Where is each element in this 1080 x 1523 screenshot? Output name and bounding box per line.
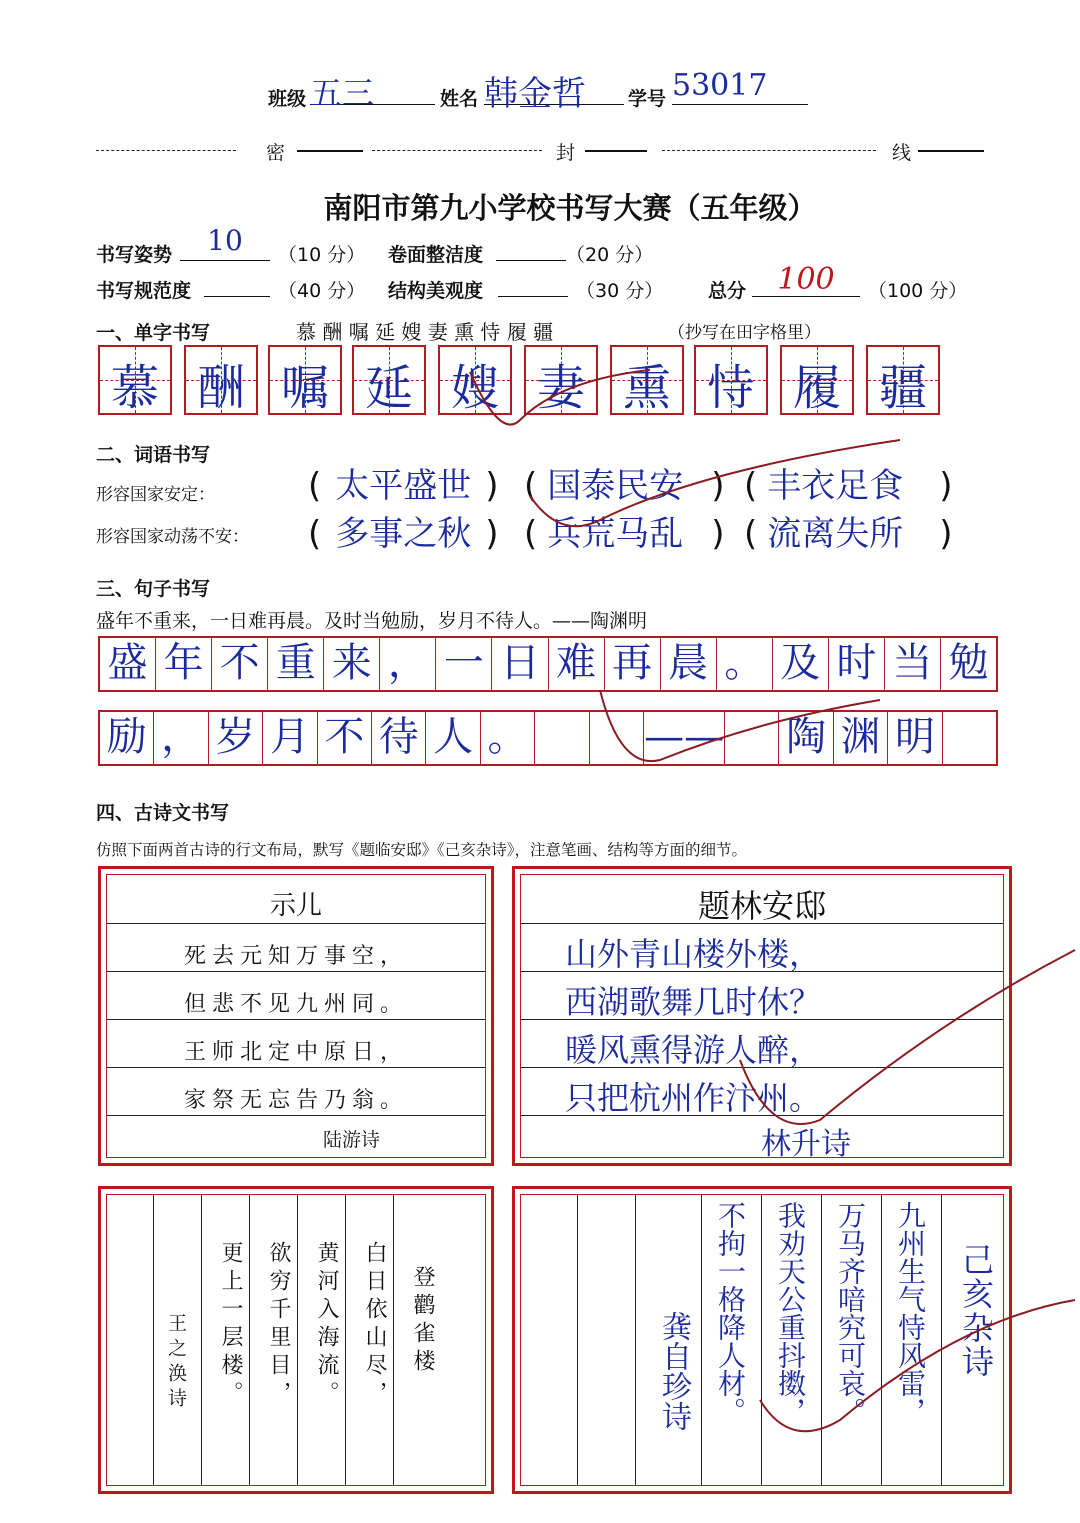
sentence-cell[interactable]: 。 <box>481 712 535 764</box>
char-answer[interactable]: 履 <box>792 360 841 416</box>
poem1-title: 示儿 <box>269 891 322 921</box>
word-answer[interactable]: 多事之秋 <box>335 514 472 554</box>
poem2-line[interactable]: 暖风熏得游人醉， <box>565 1031 822 1069</box>
sentence-cell[interactable]: 再 <box>605 638 661 690</box>
sentence-cell[interactable]: 不 <box>212 638 268 690</box>
sentence-cell[interactable]: 晨 <box>661 638 717 690</box>
norm-max: （40 分） <box>278 280 366 302</box>
sentence-cell[interactable]: 。 <box>717 638 773 690</box>
word-paren-4: ( 多事之秋 ) <box>308 514 499 554</box>
seal-xian: 线 <box>892 142 912 164</box>
word-answer[interactable]: 丰衣足食 <box>767 466 904 506</box>
sentence-cell[interactable]: 来 <box>324 638 380 690</box>
section1-prompt: 慕 酬 嘱 延 嫂 妻 熏 恃 履 疆 <box>296 320 554 344</box>
struct-max: （30 分） <box>576 280 664 302</box>
word-paren-1: ( 太平盛世 ) <box>308 466 499 506</box>
check-mark-icon <box>470 370 650 425</box>
total-max: （100 分） <box>868 280 968 302</box>
poem4-line[interactable]: 九州生气恃风雷， <box>894 1201 927 1425</box>
char-answer[interactable]: 延 <box>364 360 413 416</box>
sentence-cell[interactable]: 不 <box>318 712 372 764</box>
sentence-cell[interactable]: 当 <box>885 638 941 690</box>
sentence-cell[interactable]: 盛 <box>100 638 156 690</box>
sentence-cell[interactable]: 人 <box>426 712 480 764</box>
check-mark-icon <box>530 440 900 526</box>
class-label: 班级 <box>268 88 307 110</box>
check-mark-icon <box>740 950 1075 1124</box>
poem4-line[interactable]: 我劝天公重抖擞， <box>774 1201 807 1425</box>
total-label: 总分 <box>708 280 747 302</box>
char-answer[interactable]: 嫂 <box>450 360 499 416</box>
poem3-line: 白日依山尽， <box>362 1241 387 1409</box>
poem1-line: 但悲不见九州同。 <box>183 992 408 1017</box>
sentence-cell[interactable]: —— <box>644 712 725 764</box>
sentence-cell[interactable]: 渊 <box>834 712 888 764</box>
sentence-cell[interactable]: 勉 <box>948 640 989 686</box>
check-mark-icon <box>760 1300 1075 1431</box>
word-paren-5: ( 兵荒马乱 ) <box>524 514 725 554</box>
seal-feng: 封 <box>556 142 576 164</box>
poem2-line[interactable]: 山外青山楼外楼， <box>565 935 822 973</box>
sentence-cell[interactable]: 重 <box>268 638 324 690</box>
poem1-author: 陆游诗 <box>323 1129 381 1151</box>
word-paren-3: ( 丰衣足食 ) <box>744 466 953 506</box>
poem1-line: 王师北定中原日， <box>183 1040 408 1065</box>
id-label: 学号 <box>628 88 667 110</box>
word-paren-2: ( 国泰民安 ) <box>524 466 725 506</box>
sentence-cell[interactable]: 励 <box>100 712 154 764</box>
poem1-line: 家祭无忘告乃翁。 <box>183 1088 408 1113</box>
row1-label: 形容国家安定： <box>96 485 215 505</box>
poem2-line[interactable]: 只把杭州作汴州。 <box>565 1079 822 1117</box>
poem4-title[interactable]: 己亥杂诗 <box>957 1243 995 1379</box>
word-answer[interactable]: 流离失所 <box>767 514 904 554</box>
word-paren-6: ( 流离失所 ) <box>744 514 953 554</box>
section1-note: （抄写在田字格里） <box>668 323 821 343</box>
sentence-cell[interactable]: 明 <box>888 712 942 764</box>
poem3-title: 登鹳雀楼 <box>410 1265 435 1377</box>
word-answer[interactable]: 太平盛世 <box>335 466 472 506</box>
char-answer[interactable]: 熏 <box>622 360 671 416</box>
sentence-cell[interactable]: 时 <box>829 638 885 690</box>
section3-prompt: 盛年不重来，一日难再晨。及时当勉励，岁月不待人。——陶渊明 <box>96 610 648 632</box>
seal-mi: 密 <box>266 142 286 164</box>
posture-max: （10 分） <box>278 244 366 266</box>
section1-title: 一、单字书写 <box>96 322 211 344</box>
check-mark-icon <box>600 690 880 761</box>
poem3-author: 王之涣诗 <box>165 1313 187 1413</box>
posture-label: 书写姿势 <box>96 244 173 266</box>
sentence-cell[interactable]: ， <box>154 712 208 764</box>
row2-label: 形容国家动荡不安： <box>96 527 249 547</box>
sentence-cell[interactable]: 难 <box>549 638 605 690</box>
char-answer[interactable]: 酬 <box>196 360 245 416</box>
poem2-author[interactable]: 林升诗 <box>761 1127 851 1162</box>
norm-label: 书写规范度 <box>96 280 192 302</box>
poem2-line[interactable]: 西湖歌舞几时休？ <box>565 983 822 1021</box>
sentence-cell[interactable]: 待 <box>372 712 426 764</box>
struct-label: 结构美观度 <box>388 280 484 302</box>
poem4-author[interactable]: 龚自珍诗 <box>656 1311 691 1431</box>
sentence-cell[interactable]: 岁 <box>209 712 263 764</box>
sentence-cell[interactable]: 日 <box>492 638 548 690</box>
char-answer[interactable]: 嘱 <box>280 360 329 416</box>
char-answer[interactable]: 妻 <box>536 360 585 416</box>
section4-title: 四、古诗文书写 <box>96 802 230 824</box>
poem1-line: 死去元知万事空， <box>183 944 408 969</box>
name-value[interactable]: 韩金哲 <box>484 66 624 105</box>
neat-max: （20 分） <box>566 244 654 266</box>
poem4-line[interactable]: 不拘一格降人材。 <box>714 1201 747 1425</box>
total-score[interactable]: 100 <box>752 262 860 297</box>
poem3-line: 更上一层楼。 <box>218 1241 243 1409</box>
section2-title: 二、词语书写 <box>96 444 211 466</box>
sentence-cell[interactable]: 年 <box>156 638 212 690</box>
poem3-line: 欲穷千里目， <box>266 1241 291 1409</box>
section3-title: 三、句子书写 <box>96 578 211 600</box>
word-answer[interactable]: 国泰民安 <box>547 466 684 506</box>
poem2-title[interactable]: 题林安邸 <box>697 887 826 925</box>
char-answer[interactable]: 慕 <box>110 360 159 416</box>
char-answer[interactable]: 疆 <box>878 360 927 416</box>
poem4-line[interactable]: 万马齐喑究可哀。 <box>834 1201 867 1425</box>
name-label: 姓名 <box>440 88 479 110</box>
sentence-cell[interactable]: 及 <box>773 638 829 690</box>
posture-score[interactable]: 10 <box>180 224 270 261</box>
sentence-cell[interactable]: ， <box>380 638 436 690</box>
id-value[interactable]: 53017 <box>672 68 808 105</box>
neat-label: 卷面整洁度 <box>388 244 484 266</box>
word-answer[interactable]: 兵荒马乱 <box>547 514 684 554</box>
poem3-line: 黄河入海流。 <box>314 1241 339 1409</box>
page-title: 南阳市第九小学校书写大赛（五年级） <box>323 191 817 225</box>
sentence-cell[interactable]: 一 <box>436 638 492 690</box>
sentence-cell[interactable]: 月 <box>263 712 317 764</box>
char-answer[interactable]: 恃 <box>706 360 755 416</box>
class-value[interactable]: 五三 <box>310 68 435 105</box>
sentence-cell[interactable]: 陶 <box>779 712 833 764</box>
section4-instruction: 仿照下面两首古诗的行文布局，默写《题临安邸》《己亥杂诗》，注意笔画、结构等方面的细节。 <box>96 841 748 859</box>
